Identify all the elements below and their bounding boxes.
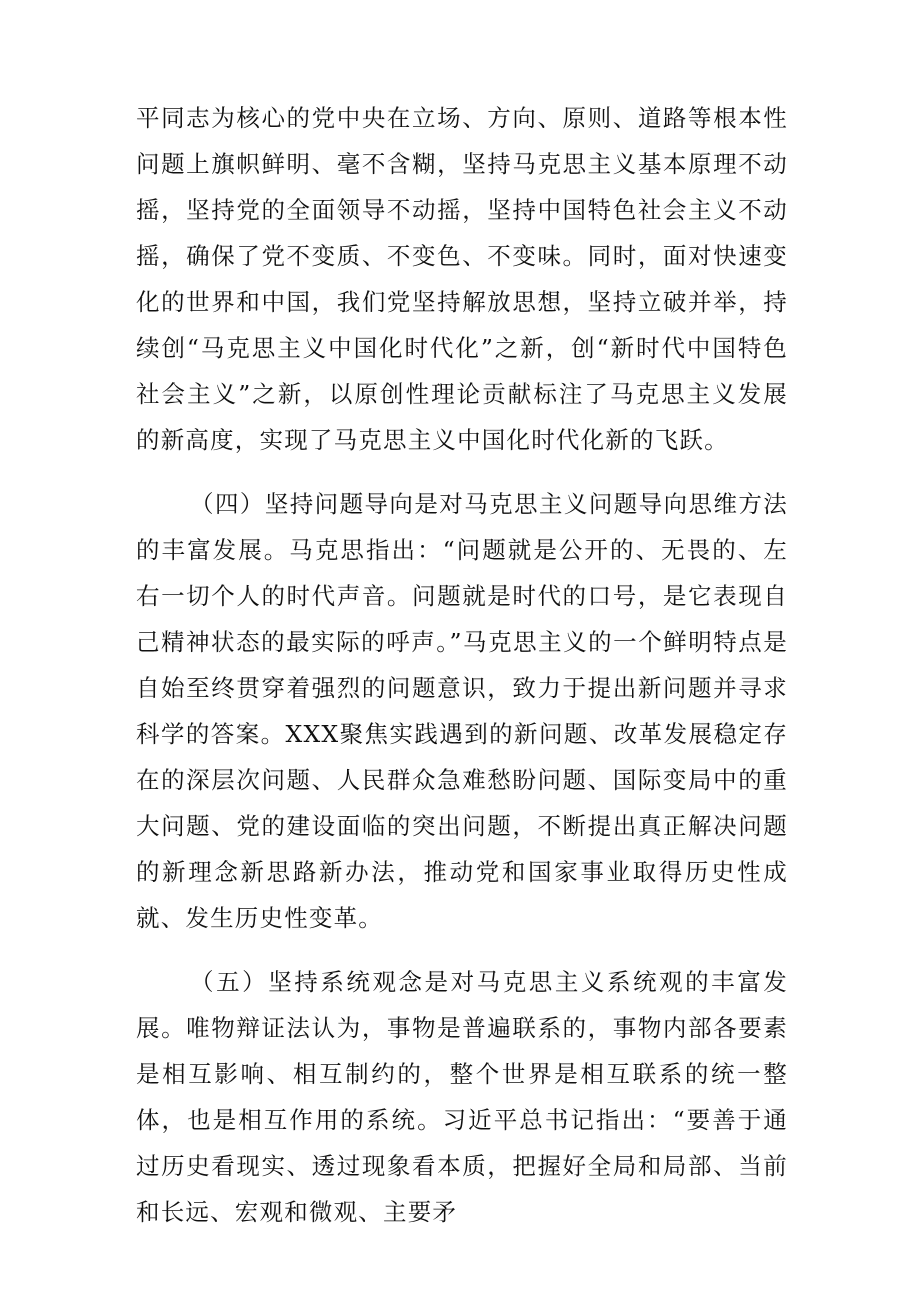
paragraph-continuation: 平同志为核心的党中央在立场、方向、原则、道路等根本性问题上旗帜鲜明、毫不含糊，坚持马克思主义基本原理不动摇，坚持党的全面领导不动摇，坚持中国特色社会主义不动摇，确保了党不变质、不变色、不变味。同时，面对快速变化的世界和中国，我们党坚持解放思想，坚持立破并举，持续创“马克思主义中国化时代化”之新，创“新时代中国特色社会主义”之新，以原创性理论贡献标注了马克思主义发展的新高度，实现了马克思主义中国化时代化新的飞跃。 [136,104,788,454]
document-page [136,95,788,1235]
paragraph-systems-concept: （五）坚持系统观念是对马克思主义系统观的丰富发展。唯物辩证法认为，事物是普遍联系的，事物内部各要素是相互影响、相互制约的，整个世界是相互联系的统一整体，也是相互作用的系统。习近平总书记指出：“要善于通过历史看现实、透过现象看本质，把握好全局和局部、当前和长远、宏观和微观、主要矛 [136,968,788,1226]
paragraph-problem-orientation: （四）坚持问题导向是对马克思主义问题导向思维方法的丰富发展。马克思指出：“问题就是公开的、无畏的、左右一切个人的时代声音。问题就是时代的口号，是它表现自己精神状态的最实际的呼声。”马克思主义的一个鲜明特点是自始至终贯穿着强烈的问题意识，致力于提出新问题并寻求科学的答案。XXX聚焦实践遇到的新问题、改革发展稳定存在的深层次问题、人民群众急难愁盼问题、国际变局中的重大问题、党的建设面临的突出问题，不断提出真正解决问题的新理念新思路新办法，推动党和国家事业取得历史性成就、发生历史性变革。 [136,490,788,932]
